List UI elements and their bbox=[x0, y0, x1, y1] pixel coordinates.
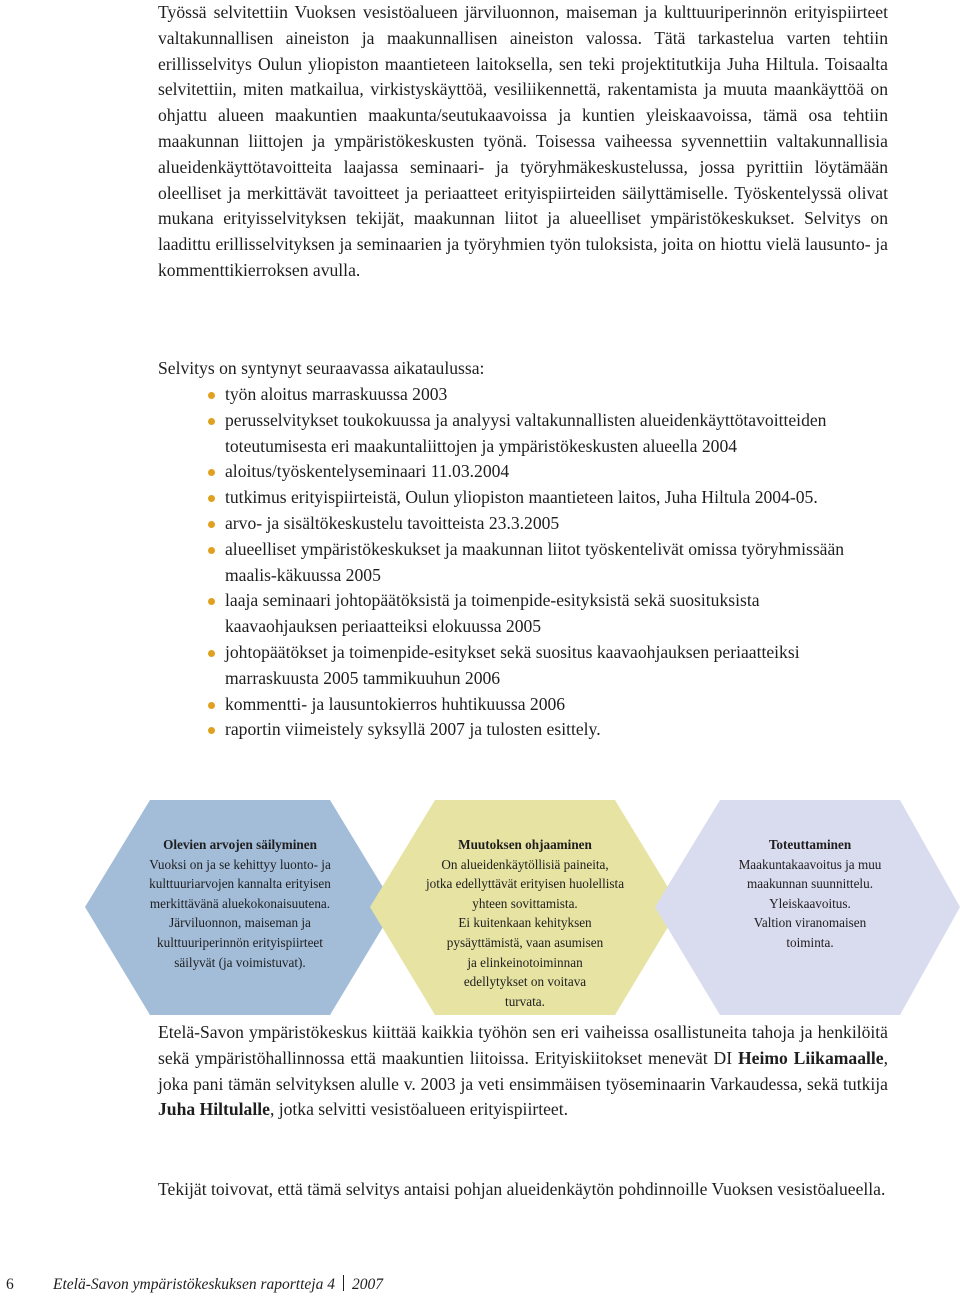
publication-year: 2007 bbox=[351, 1276, 383, 1293]
list-item: arvo- ja sisältökeskustelu tavoitteista 23.3.2005 bbox=[158, 511, 888, 537]
hexagon-diagram bbox=[0, 800, 960, 1015]
list-item: kommentti- ja lausuntokierros huhtikuussa 2006 bbox=[158, 692, 888, 718]
bullet-icon bbox=[208, 469, 215, 476]
person-name: Heimo Liikamaalle bbox=[737, 1047, 884, 1068]
hexagon-change-text: Muutoksen ohjaaminen On alueidenkäytöllisiä paineita, jotka edellyttävät erityisen huolellista yhteen sovittamista. Ei kuitenkaan kehityksen pysäyttämistä, vaan asumisen ja elinkeinotoiminnan edellytykset on voitava turvata. bbox=[385, 835, 665, 1011]
list-item: perusselvitykset toukokuussa ja analyysi valtakunnallisten alueidenkäyttötavoitteiden toteutumisesta eri maakuntaliittojen ja ympäristökeskusten alueella 2004 bbox=[158, 408, 888, 460]
hexagon-title: Muutoksen ohjaaminen bbox=[458, 837, 592, 852]
list-item: raportin viimeistely syksyllä 2007 ja tulosten esittely. bbox=[158, 717, 888, 743]
list-item: tutkimus erityispiirteistä, Oulun yliopiston maantieteen laitos, Juha Hiltula 2004-05. bbox=[158, 485, 888, 511]
bullet-icon bbox=[208, 702, 215, 709]
bullet-icon bbox=[208, 495, 215, 502]
bullet-icon bbox=[208, 650, 215, 657]
list-item: alueelliset ympäristökeskukset ja maakunnan liitot työskentelivät omissa työryhmissään maalis-käkuussa 2005 bbox=[158, 537, 888, 589]
list-item: laaja seminaari johtopäätöksistä ja toimenpide-esityksistä sekä suosituksista kaavaohjauksen periaatteiksi elokuussa 2005 bbox=[158, 588, 888, 640]
publication-title: Etelä-Savon ympäristökeskuksen raportteja 4 2007 bbox=[53, 1276, 383, 1293]
list-item: työn aloitus marraskuussa 2003 bbox=[158, 382, 888, 408]
final-paragraph: Tekijät toivovat, että tämä selvitys antaisi pohjan alueidenkäytön pohdinnoille Vuoksen vesistöalueella. bbox=[158, 1179, 886, 1199]
bullet-icon bbox=[208, 598, 215, 605]
intro-paragraph: Työssä selvitettiin Vuoksen vesistöalueen järviluonnon, maiseman ja kulttuuriperinnön erityispiirteet valtakunnallisen aineiston ja maakunnallisen aineiston valossa. Tätä tarkastelua varten tehtiin erillisselvitys Oulun yliopiston maantieteen laitoksella, sen teki projektitutkija Juha Hiltula. Toisaalta selvitettiin, miten matkailua, virkistyskäyttöä, vesiliikennettä, rakentamista ja muuta maankäyttöä on ohjattu alueen maakuntien maakunta/seutukaavoissa ja kuntien yleiskaavoissa, tämä osa tehtiin maakunnan liittojen ja ympäristökeskusten työnä. Toisessa vaiheessa syvennettiin valtakunnallisia alueidenkäyttötavoitteita laajassa seminaari- ja työryhmäkeskustelussa, jossa pyrittiin löytämään oleelliset ja merkittävät tavoitteet ja periaatteet erityispiirteiden säilyttämiselle. Työskentelyssä olivat mukana erityisselvityksen tekijät, maakunnan liitot ja alueelliset ympäristökeskukset. Selvitys on laadittu erillisselvityksen ja seminaarien ja työryhmien työn tuloksista, joita on hiottu vielä lausunto- ja kommenttikierroksen avulla. bbox=[158, 2, 888, 280]
hexagon-preserve-text: Olevien arvojen säilyminen Vuoksi on ja se kehittyy luonto- ja kulttuuriarvojen kannalta erityisen merkittävänä aluekokonaisuutena. Järviluonnon, maiseman ja kulttuuriperinnön erityispiirteet säilyvät (ja voimistuvat). bbox=[100, 835, 380, 972]
schedule-heading: Selvitys on syntynyt seuraavassa aikataulussa: bbox=[158, 358, 485, 378]
bullet-icon bbox=[208, 547, 215, 554]
bullet-icon bbox=[208, 418, 215, 425]
hexagon-title: Toteuttaminen bbox=[768, 837, 852, 852]
hexagon-title: Olevien arvojen säilyminen bbox=[163, 837, 317, 852]
issue-number: 4 bbox=[327, 1276, 335, 1293]
divider bbox=[343, 1275, 344, 1291]
page-number: 6 bbox=[6, 1276, 14, 1293]
list-item: aloitus/työskentelyseminaari 11.03.2004 bbox=[158, 459, 888, 485]
bullet-icon bbox=[208, 392, 215, 399]
bullet-icon bbox=[208, 521, 215, 528]
list-item: johtopäätökset ja toimenpide-esitykset sekä suositus kaavaohjauksen periaatteiksi marraskuusta 2005 tammikuuhun 2006 bbox=[158, 640, 888, 692]
person-name: Juha Hiltulalle bbox=[158, 1099, 270, 1120]
schedule-list bbox=[158, 382, 888, 743]
acknowledgement-paragraph: Etelä-Savon ympäristökeskus kiittää kaikkia työhön sen eri vaiheissa osallistuneita tahoja ja henkilöitä sekä ympäristöhallinnossa että maakuntien liitoissa. Erityiskiitokset menevät DI Heimo Liikamaalle, joka pani tämän selvityksen alulle v. 2003 ja veti ensimmäisen työseminaarin Varkaudessa, sekä tutkija Juha Hiltulalle, jotka selvitti vesistöalueen erityispiirteet. bbox=[158, 1022, 888, 1120]
bullet-icon bbox=[208, 727, 215, 734]
hexagon-implementation-text: Toteuttaminen Maakuntakaavoitus ja muu maakunnan suunnittelu. Yleiskaavoitus. Valtion viranomaisen toiminta. bbox=[670, 835, 950, 953]
